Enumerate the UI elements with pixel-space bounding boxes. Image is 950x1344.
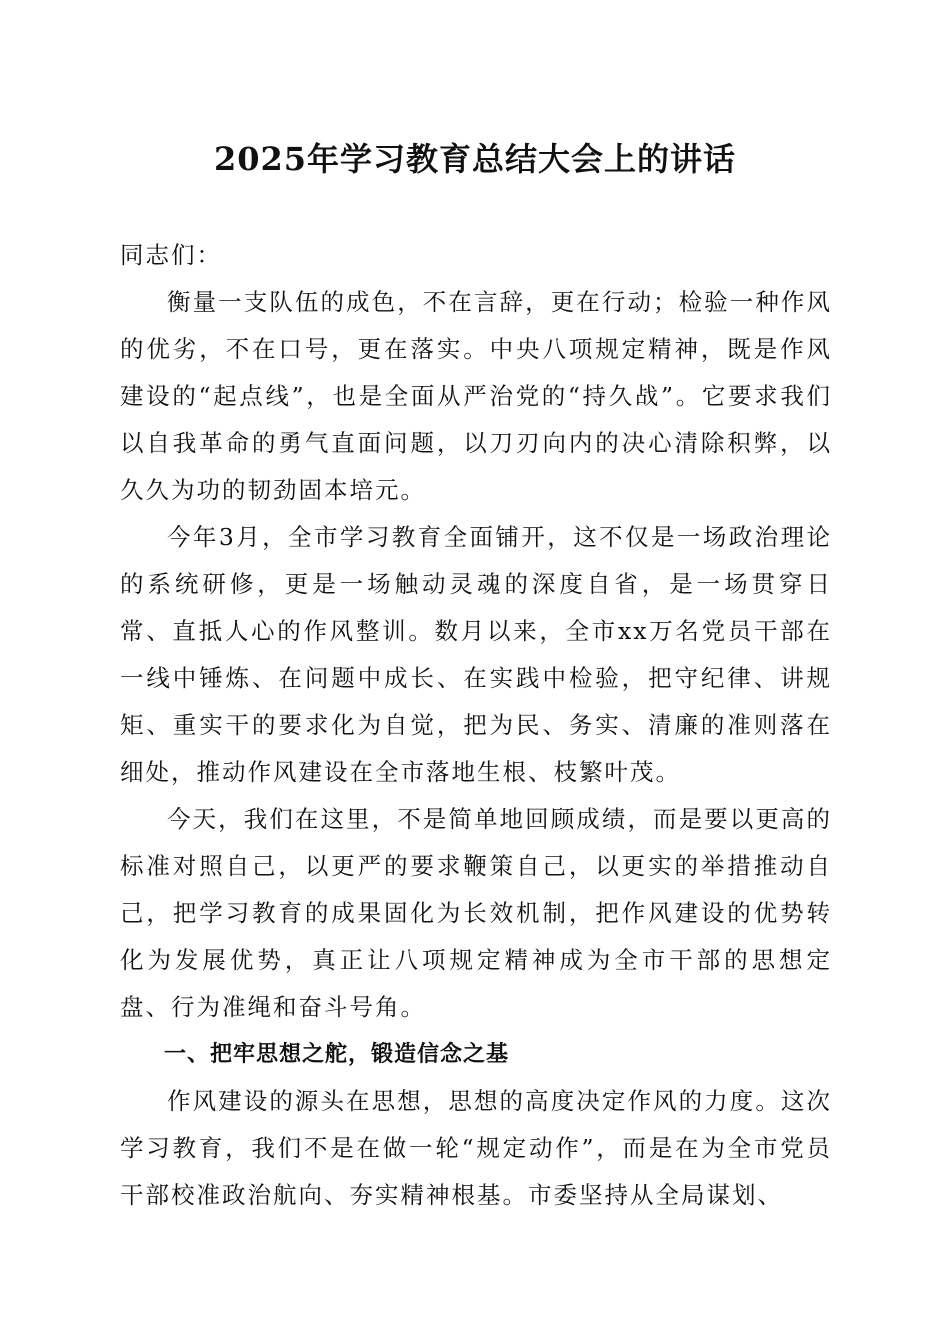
section-1-paragraph: 作风建设的源头在思想，思想的高度决定作风的力度。这次学习教育，我们不是在做一轮“规定动作”，而是在为全市党员干部校准政治航向、夯实精神根基。市委坚持从全局谋划、	[120, 1087, 832, 1209]
paragraph-3: 今天，我们在这里，不是简单地回顾成绩，而是要以更高的标准对照自己，以更严的要求鞭策自己，以更实的举措推动自己，把学习教育的成果固化为长效机制，把作风建设的优势转化为发展优势，真正让八项规定精神成为全市干部的思想定盘、行为准绳和奋斗号角。	[120, 805, 832, 1021]
paragraph-1: 衡量一支队伍的成色，不在言辞，更在行动；检验一种作风的优劣，不在口号，更在落实。中央八项规定精神，既是作风建设的“起点线”，也是全面从严治党的“持久战”。它要求我们以自我革命的勇气直面问题，以刀刃向内的决心清除积弊，以久久为功的韧劲固本培元。	[120, 288, 832, 504]
paragraph-2: 今年3月，全市学习教育全面铺开，这不仅是一场政治理论的系统研修，更是一场触动灵魂的深度自省，是一场贯穿日常、直抵人心的作风整训。数月以来，全市xx万名党员干部在一线中锤炼、在问题中成长、在实践中检验，把守纪律、讲规矩、重实干的要求化为自觉，把为民、务实、清廉的准则落在细处，推动作风建设在全市落地生根、枝繁叶茂。	[120, 523, 832, 786]
document-body	[120, 232, 832, 1219]
document-title: 2025年学习教育总结大会上的讲话	[213, 140, 737, 178]
salutation: 同志们：	[120, 241, 222, 269]
section-1-heading: 一、把牢思想之舵，锻造信念之基	[164, 1042, 510, 1067]
